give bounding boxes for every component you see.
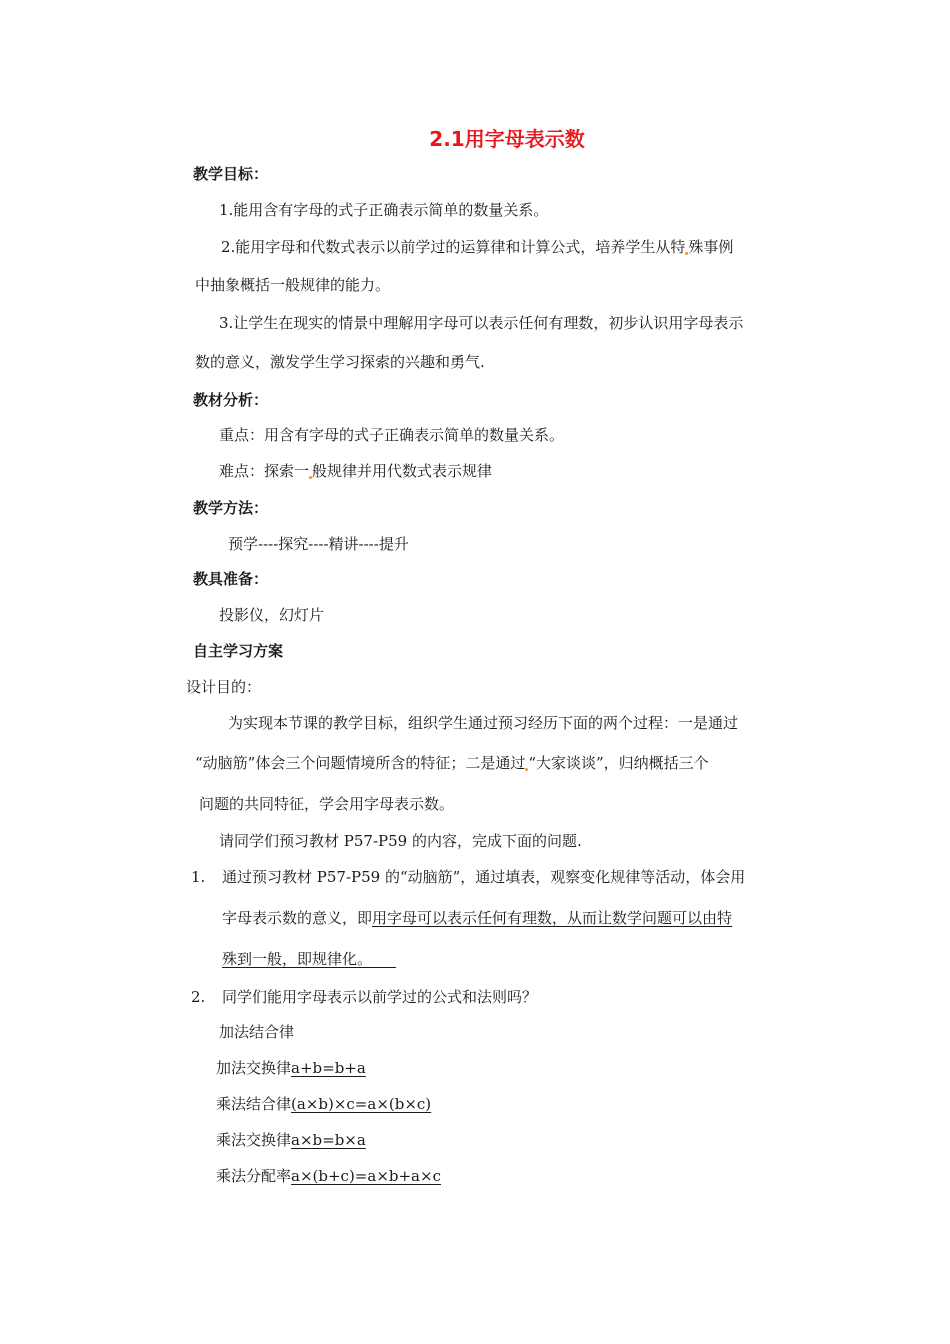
law-name: 乘法结合律	[216, 1095, 292, 1113]
analysis-heading: 教材分析：	[193, 391, 269, 409]
question-1-line-3	[222, 949, 396, 969]
law-name: 乘法分配率	[216, 1167, 292, 1185]
question-1-answer: 用字母可以表示任何有理数，从而让数学问题可以由特	[372, 909, 733, 927]
materials-heading: 教具准备：	[193, 570, 269, 588]
purpose-line-2	[195, 753, 709, 773]
objective-3-line-1: 3.让学生在现实的情景中理解用字母可以表示任何有理数，初步认识用字母表示	[219, 314, 744, 332]
question-1-number: 1.	[191, 868, 206, 886]
law-formula: a+b=b+a	[291, 1059, 366, 1077]
law-formula: a×b=b×a	[291, 1131, 366, 1149]
question-2-number: 2.	[191, 988, 206, 1006]
law-name: 加法结合律	[219, 1023, 295, 1041]
objective-3-line-2: 数的意义，激发学生学习探索的兴趣和勇气.	[195, 353, 485, 371]
method-text: 预学----探究----精讲----提升	[228, 535, 409, 553]
objective-2-text-b: 殊事例	[688, 238, 734, 256]
objectives-heading: 教学目标：	[193, 165, 269, 183]
law-row	[216, 1058, 366, 1078]
key-point: 重点：用含有字母的式子正确表示简单的数量关系。	[219, 426, 565, 444]
law-formula: a×(b+c)=a×b+a×c	[291, 1167, 441, 1185]
law-name: 加法交换律	[216, 1059, 292, 1077]
page-title: 2.1用字母表示数	[429, 127, 585, 151]
answer-blank-tail	[372, 950, 396, 968]
question-2-text: 同学们能用字母表示以前学过的公式和法则吗？	[222, 988, 538, 1006]
objective-2-line-2: 中抽象概括一般规律的能力。	[195, 276, 391, 294]
law-formula: (a×b)×c=a×(b×c)	[291, 1095, 432, 1113]
difficulty-text-a: 难点：探索一	[219, 462, 310, 480]
objective-2-text-a: 2.能用字母和代数式表示以前学过的运算律和计算公式，培养学生从特	[221, 238, 686, 256]
difficulty-text-b: 般规律并用代数式表示规律	[312, 462, 493, 480]
purpose-line-2-a: “动脑筋”体会三个问题情境所含的特征；二是通过	[195, 754, 526, 772]
instruction: 请同学们预习教材 P57-P59 的内容，完成下面的问题.	[219, 832, 582, 850]
objective-1: 1.能用含有字母的式子正确表示简单的数量关系。	[219, 201, 549, 219]
question-1-line-1: 通过预习教材 P57-P59 的“动脑筋”，通过填表，观察变化规律等活动，体会用	[222, 868, 746, 886]
law-row	[219, 1022, 294, 1042]
law-row	[216, 1166, 441, 1186]
law-name: 乘法交换律	[216, 1131, 292, 1149]
materials-text: 投影仪，幻灯片	[219, 606, 325, 624]
difficulty	[219, 461, 492, 481]
purpose-line-3: 问题的共同特征，学会用字母表示数。	[199, 795, 455, 813]
law-row	[216, 1130, 366, 1150]
question-1-text: 字母表示数的意义，即	[222, 909, 373, 927]
purpose-line-2-b: “大家谈谈”，归纳概括三个	[528, 754, 709, 772]
law-row	[216, 1094, 431, 1114]
method-heading: 教学方法：	[193, 499, 269, 517]
purpose-label: 设计目的：	[186, 678, 262, 696]
question-1-answer-cont: 殊到一般，即规律化。	[222, 950, 373, 968]
question-1-line-2	[222, 908, 732, 928]
objective-2-line-1	[221, 237, 733, 257]
purpose-line-1: 为实现本节课的教学目标，组织学生通过预习经历下面的两个过程：一是通过	[228, 714, 739, 732]
self-study-heading: 自主学习方案	[193, 642, 284, 660]
